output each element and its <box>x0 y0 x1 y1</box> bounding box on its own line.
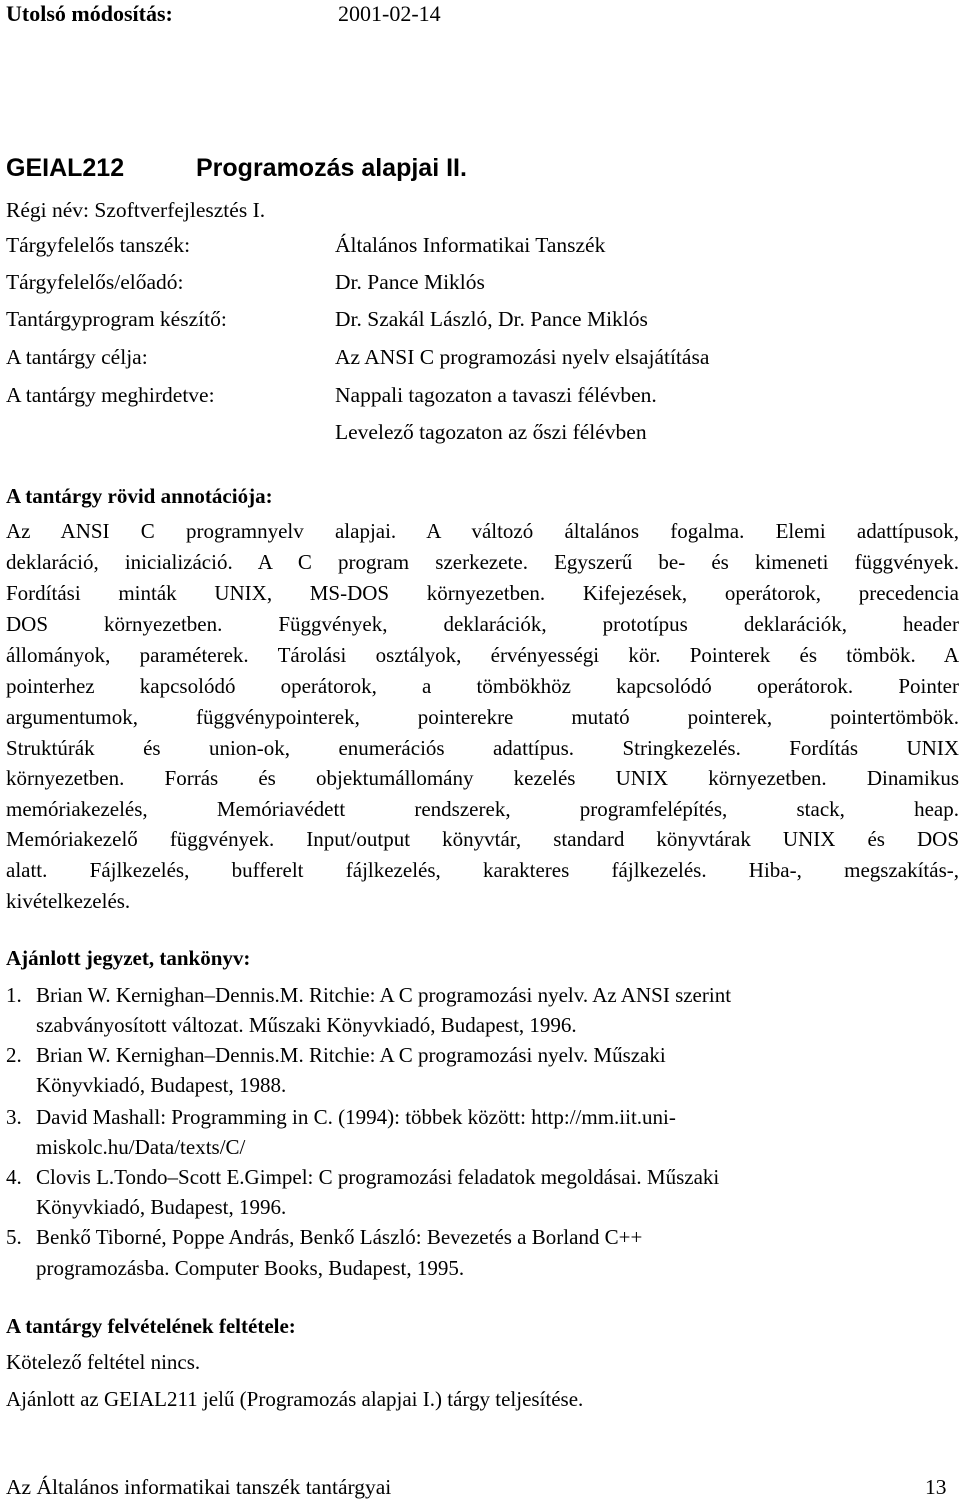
reference-text: miskolc.hu/Data/texts/C/ <box>36 1135 246 1159</box>
annotation-line: Fordítási minták UNIX, MS-DOS környezetben. Kifejezések, operátorok, precedencia <box>6 581 959 605</box>
annotation-line: DOS környezetben. Függvények, deklarációk, prototípus deklarációk, header <box>6 612 959 636</box>
reference-number: 3. <box>6 1105 22 1129</box>
reference-text: Brian W. Kernighan–Dennis.M. Ritchie: A C programozási nyelv. Az ANSI szerint <box>36 983 732 1007</box>
reference-text: szabványosított változat. Műszaki Könyvkiadó, Budapest, 1996. <box>36 1013 577 1037</box>
annotation-line: Az ANSI C programnyelv alapjai. A változó általános fogalma. Elemi adattípusok, <box>6 519 959 543</box>
info-label-lecturer: Tárgyfelelős/előadó: <box>6 270 184 294</box>
prerequisites-required: Kötelező feltétel nincs. <box>6 1350 201 1374</box>
reference-text: David Mashall: Programming in C. (1994): többek között: http://mm.iit.uni- <box>36 1105 676 1129</box>
info-value-author: Dr. Szakál László, Dr. Pance Miklós <box>335 307 648 331</box>
annotation-line: pointerhez kapcsolódó operátorok, a tömbökhöz kapcsolódó operátorok. Pointer <box>6 674 959 698</box>
annotation-line: kivételkezelés. <box>6 889 131 913</box>
info-label-announced: A tantárgy meghirdetve: <box>6 383 215 407</box>
annotation-heading: A tantárgy rövid annotációja: <box>6 484 273 508</box>
info-value-announced: Nappali tagozaton a tavaszi félévben. <box>335 383 657 407</box>
prerequisites-recommended: Ajánlott az GEIAL211 jelű (Programozás alapjai I.) tárgy teljesítése. <box>6 1387 584 1411</box>
prerequisites-heading: A tantárgy felvételének feltétele: <box>6 1314 296 1338</box>
annotation-line: környezetben. Forrás és objektumállomány kezelés UNIX környezetben. Dinamikus <box>6 766 959 790</box>
info-label-author: Tantárgyprogram készítő: <box>6 307 227 331</box>
reference-text: Clovis L.Tondo–Scott E.Gimpel: C programozási feladatok megoldásai. Műszaki <box>36 1165 720 1189</box>
reference-text: Benkő Tiborné, Poppe András, Benkő László: Bevezetés a Borland C++ <box>36 1225 643 1249</box>
annotation-line: Memóriakezelő függvények. Input/output könyvtár, standard könyvtárak UNIX és DOS <box>6 827 959 851</box>
annotation-line: alatt. Fájlkezelés, bufferelt fájlkezelés, karakteres fájlkezelés. Hiba-, megszakítás-, <box>6 858 959 882</box>
annotation-line: állományok, paraméterek. Tárolási osztályok, érvényességi kör. Pointerek és tömbök. A <box>6 643 959 667</box>
reference-text: Könyvkiadó, Budapest, 1988. <box>36 1073 287 1097</box>
info-label-goal: A tantárgy célja: <box>6 345 148 369</box>
reference-number: 1. <box>6 983 22 1007</box>
annotation-line: Struktúrák és union-ok, enumerációs adattípus. Stringkezelés. Fordítás UNIX <box>6 736 959 760</box>
old-name: Régi név: Szoftverfejlesztés I. <box>6 198 266 222</box>
info-value-correspondence: Levelező tagozaton az őszi félévben <box>335 420 647 444</box>
info-value-lecturer: Dr. Pance Miklós <box>335 270 485 294</box>
reference-text: Brian W. Kernighan–Dennis.M. Ritchie: A C programozási nyelv. Műszaki <box>36 1043 666 1067</box>
reference-number: 4. <box>6 1165 22 1189</box>
last-modified-date: 2001-02-14 <box>338 1 441 26</box>
annotation-line: argumentumok, függvénypointerek, pointerekre mutató pointerek, pointertömbök. <box>6 705 959 729</box>
info-label-department: Tárgyfelelős tanszék: <box>6 233 191 257</box>
info-value-department: Általános Informatikai Tanszék <box>335 233 606 257</box>
reference-text: programozásba. Computer Books, Budapest, 1995. <box>36 1256 465 1280</box>
reference-number: 5. <box>6 1225 22 1249</box>
course-code: GEIAL212 <box>6 154 125 182</box>
annotation-line: deklaráció, inicializáció. A C program szerkezete. Egyszerű be- és kimeneti függvények. <box>6 550 959 574</box>
last-modified-label: Utolsó módosítás: <box>6 1 173 26</box>
footer-text: Az Általános informatikai tanszék tantárgyai <box>6 1475 392 1499</box>
info-value-goal: Az ANSI C programozási nyelv elsajátítása <box>335 345 710 369</box>
reference-number: 2. <box>6 1043 22 1067</box>
references-heading: Ajánlott jegyzet, tankönyv: <box>6 946 251 970</box>
page-number: 13 <box>925 1475 947 1499</box>
annotation-line: memóriakezelés, Memóriavédett rendszerek, programfelépítés, stack, heap. <box>6 797 959 821</box>
course-title: Programozás alapjai II. <box>196 154 467 182</box>
reference-text: Könyvkiadó, Budapest, 1996. <box>36 1195 287 1219</box>
